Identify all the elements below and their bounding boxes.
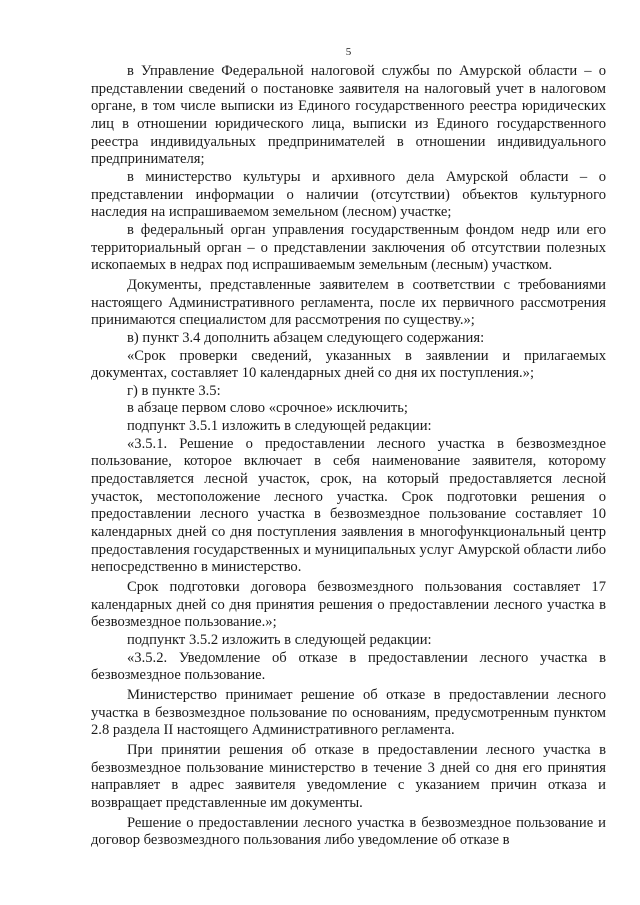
paragraph: в Управление Федеральной налоговой службы по Амурской области – о представлении сведений о постановке заявителя на налоговый учет в налоговом органе, в том числе выписки из Единого государственного реестра юридических лиц в отношении юридического лица, выписки из Единого государственного реестра индивидуальных предпринимателей в отношении индивидуального предпринимателя;: [91, 63, 606, 168]
document-body: [91, 63, 606, 850]
paragraph: г) в пункте 3.5:: [127, 382, 221, 399]
paragraph: подпункт 3.5.1 изложить в следующей редакции:: [127, 418, 432, 435]
paragraph: «3.5.1. Решение о предоставлении лесного участка в безвозмездное пользование, которое включает в себя наименование заявителя, которому предоставляется лесной участок, срок, на который предоставляется лесной участок, местоположение лесного участка. Срок подготовки решения о предоставлении лесного участка в безвозмездное пользование составляет 10 календарных дней со дня поступления заявления в многофункциональный центр предоставления государственных и муниципальных услуг Амурской области либо непосредственно в министерство.: [91, 435, 606, 576]
paragraph: Документы, представленные заявителем в соответствии с требованиями настоящего Административного регламента, после их первичного рассмотрения принимаются специалистом для рассмотрения по существу.»;: [91, 276, 606, 329]
paragraph: в абзаце первом слово «срочное» исключить;: [127, 400, 408, 417]
paragraph: Срок подготовки договора безвозмездного пользования составляет 17 календарных дней со дня принятия решения о предоставлении лесного участка в безвозмездное пользование.»;: [91, 579, 606, 631]
paragraph: подпункт 3.5.2 изложить в следующей редакции:: [127, 632, 432, 648]
paragraph: Министерство принимает решение об отказе в предоставлении лесного участка в безвозмездное пользование по основаниям, предусмотренным пунктом 2.8 раздела II настоящего Административного регламента.: [91, 686, 606, 739]
paragraph: в) пункт 3.4 дополнить абзацем следующего содержания:: [127, 329, 485, 346]
page-number: 5: [345, 46, 352, 58]
paragraph: «Срок проверки сведений, указанных в заявлении и прилагаемых документах, составляет 10 календарных дней со дня их поступления.»;: [91, 347, 606, 382]
paragraph: Решение о предоставлении лесного участка в безвозмездное пользование и договор безвозмездного пользования либо уведомление об отказе в: [91, 814, 606, 849]
paragraph: При принятии решения об отказе в предоставлении лесного участка в безвозмездное пользование министерство в течение 3 дней со дня его принятия направляет в адрес заявителя уведомление с указанием причин отказа и возвращает представленные им документы.: [91, 741, 606, 811]
paragraph: в федеральный орган управления государственным фондом недр или его территориальный орган – о представлении заключения об отсутствии полезных ископаемых в недрах под испрашиваемым земельным (лесным) участком.: [91, 221, 606, 274]
paragraph: в министерство культуры и архивного дела Амурской области – о представлении информации о наличии (отсутствии) объектов культурного наследия на испрашиваемом земельном (лесном) участке;: [91, 168, 606, 221]
paragraph: «3.5.2. Уведомление об отказе в предоставлении лесного участка в безвозмездное пользование.: [91, 649, 606, 684]
